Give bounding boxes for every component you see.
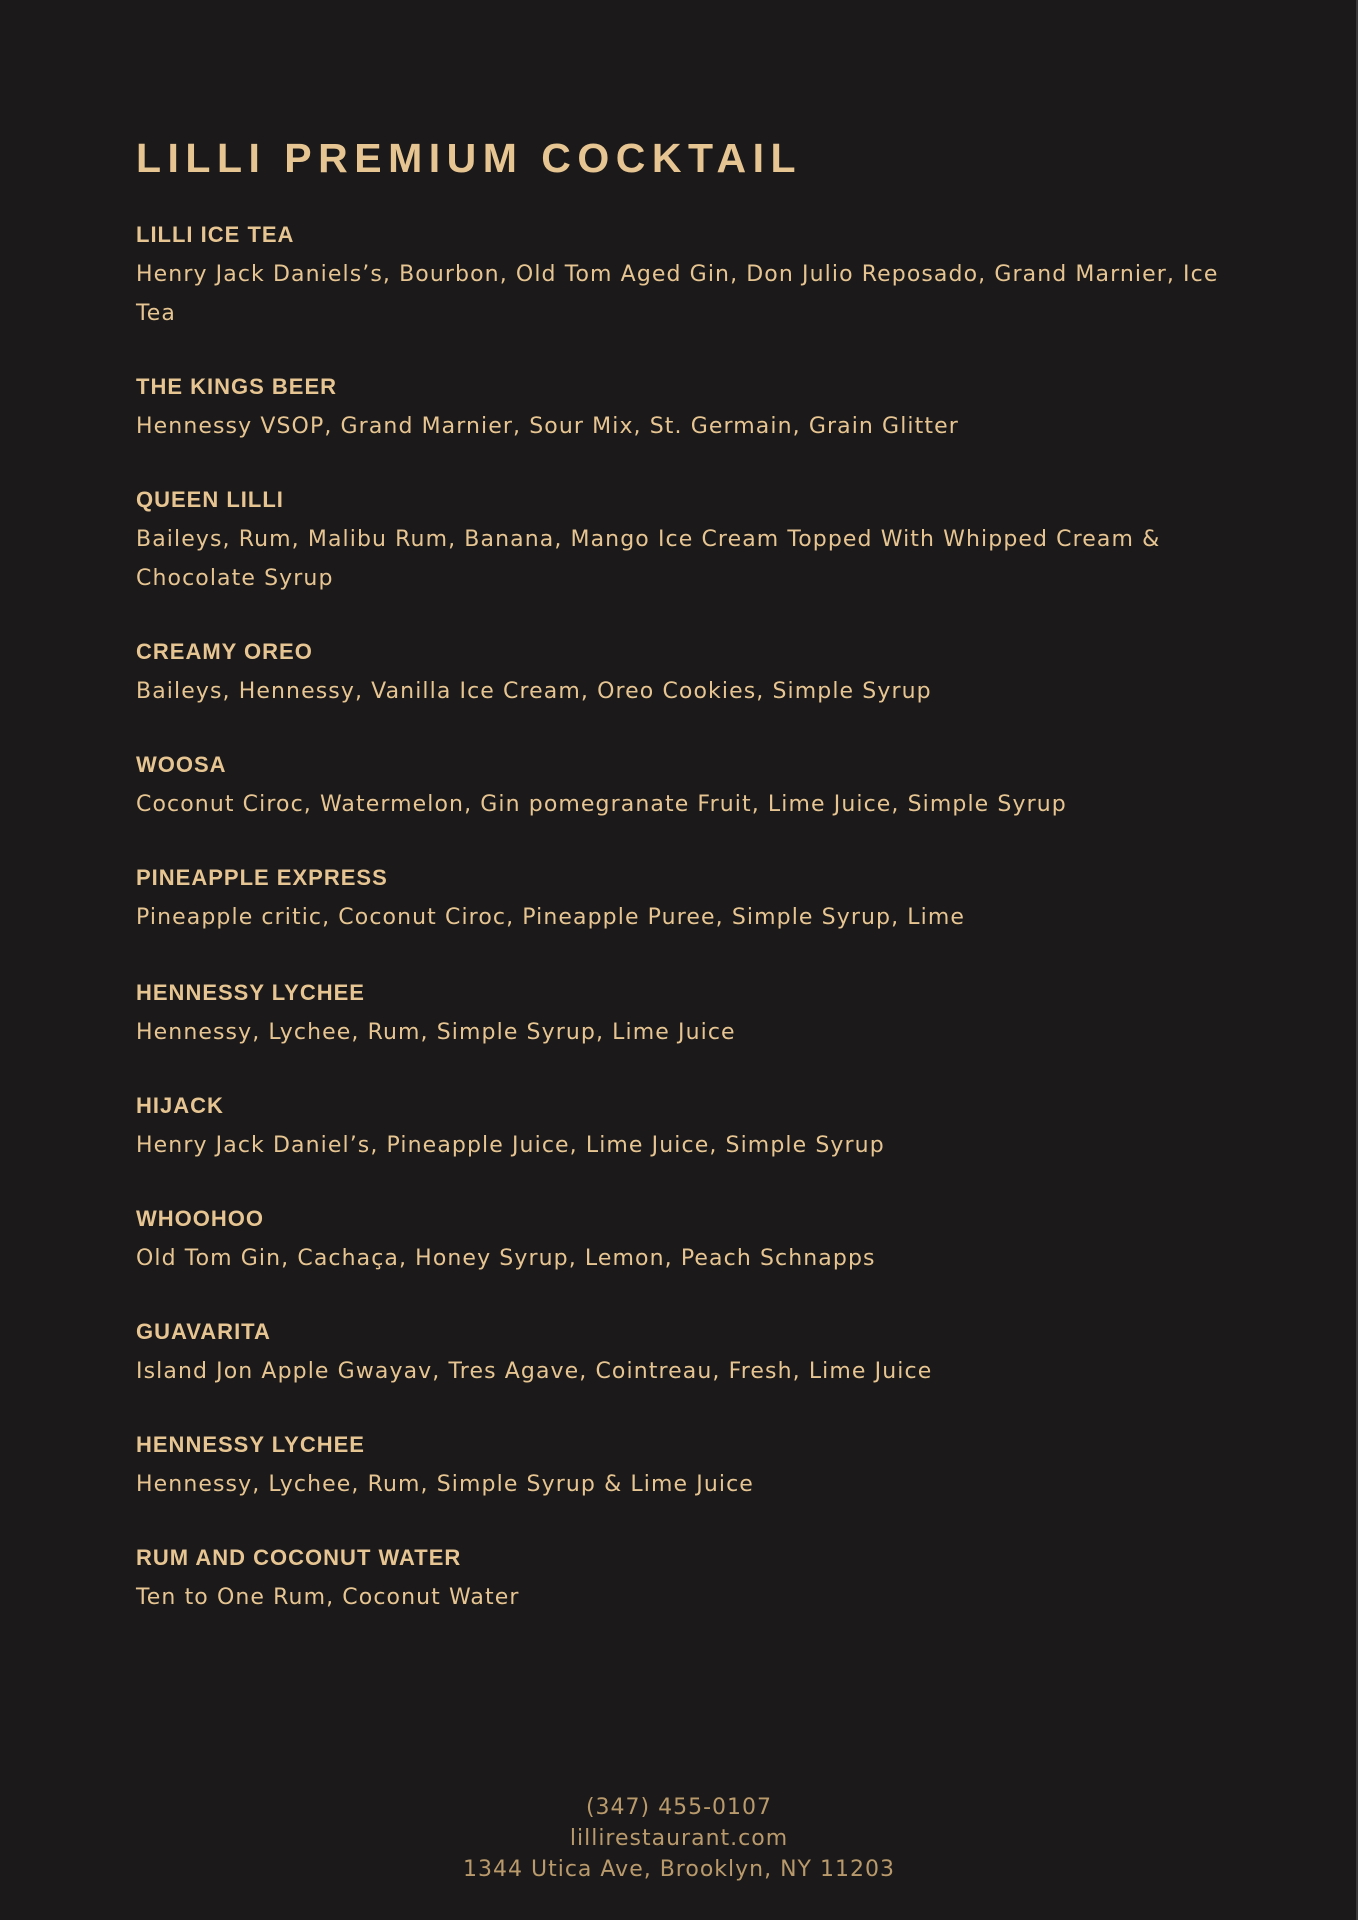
menu-item-description: Baileys, Hennessy, Vanilla Ice Cream, Oreo Cookies, Simple Syrup [136,679,932,704]
menu-item-lilli-ice-tea [136,221,1266,333]
menu-title: LILLI PREMIUM COCKTAIL [136,135,803,181]
menu-item-description: Henry Jack Daniel’s, Pineapple Juice, Lime Juice, Simple Syrup [136,1133,885,1158]
menu-item-description: Coconut Ciroc, Watermelon, Gin pomegranate Fruit, Lime Juice, Simple Syrup [136,792,1067,817]
menu-item-description: Ten to One Rum, Coconut Water [136,1585,520,1610]
menu-item-name: THE KINGS BEER [136,374,338,399]
menu-item-description: Hennessy, Lychee, Rum, Simple Syrup, Lime Juice [136,1020,736,1045]
menu-item-rum-and-coconut-water [136,1544,1266,1617]
menu-item-guavarita [136,1318,1266,1391]
menu-item-name: HENNESSY LYCHEE [136,1432,365,1457]
menu-item-description: Hennessy, Lychee, Rum, Simple Syrup & Lime Juice [136,1472,754,1497]
address: 1344 Utica Ave, Brooklyn, NY 11203 [463,1857,895,1882]
menu-item-queen-lilli [136,486,1266,598]
menu-item-hijack [136,1092,1266,1165]
menu-item-description: Island Jon Apple Gwayav, Tres Agave, Cointreau, Fresh, Lime Juice [136,1359,933,1384]
menu-item-whoohoo [136,1205,1266,1278]
menu-item-name: HENNESSY LYCHEE [136,980,365,1005]
menu-item-description: Hennessy VSOP, Grand Marnier, Sour Mix, St. Germain, Grain Glitter [136,414,959,439]
menu-item-name: LILLI ICE TEA [136,222,295,247]
menu-item-description: Baileys, Rum, Malibu Rum, Banana, Mango Ice Cream Topped With Whipped Cream & Chocolate Syrup [136,527,1161,591]
menu-item-the-kings-beer [136,373,1266,446]
menu-item-name: PINEAPPLE EXPRESS [136,865,388,890]
contact-footer [0,1792,1358,1885]
menu-item-description: Henry Jack Daniels’s, Bourbon, Old Tom Aged Gin, Don Julio Reposado, Grand Marnier, Ice Tea [136,262,1219,326]
menu-item-description: Pineapple critic, Coconut Ciroc, Pineapple Puree, Simple Syrup, Lime [136,905,965,930]
phone-number[interactable]: (347) 455-0107 [585,1795,773,1820]
menu-item-name: WHOOHOO [136,1206,264,1231]
menu-item-creamy-oreo [136,638,1266,711]
menu-item-woosa [136,751,1266,824]
menu-item-name: QUEEN LILLI [136,487,284,512]
menu-item-pineapple-express [136,864,1266,937]
menu-item-name: HIJACK [136,1093,224,1118]
menu-item-hennessy-lychee [136,979,1266,1052]
menu-item-name: CREAMY OREO [136,639,313,664]
menu-item-hennessy-lychee-2 [136,1431,1266,1504]
menu-item-description: Old Tom Gin, Cachaça, Honey Syrup, Lemon, Peach Schnapps [136,1246,876,1271]
menu-item-name: RUM AND COCONUT WATER [136,1545,462,1570]
menu-item-name: GUAVARITA [136,1319,271,1344]
menu-content [136,134,1266,1617]
website-link[interactable]: lillirestaurant.com [569,1826,789,1851]
menu-item-name: WOOSA [136,752,227,777]
